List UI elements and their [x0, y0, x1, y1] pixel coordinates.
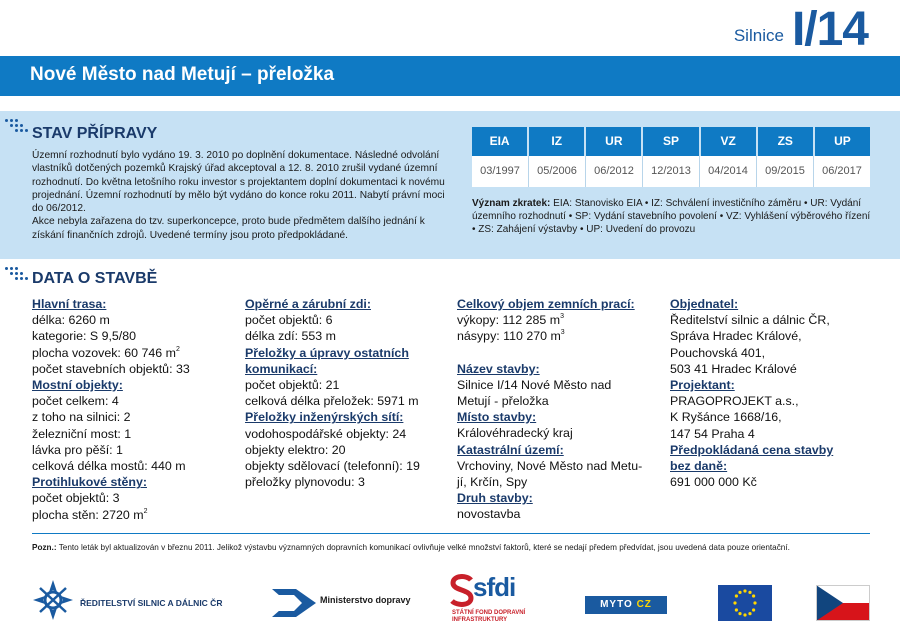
- data-line: Pouchovská 401,: [670, 345, 766, 360]
- phase-date-row: [472, 156, 870, 187]
- stav-pripravy-section: [0, 111, 900, 259]
- sfdi-s-icon: [449, 574, 475, 608]
- section-heading: Hlavní trasa:: [32, 297, 107, 311]
- eu-flag-icon: [718, 585, 772, 621]
- data-line: 691 000 000 Kč: [670, 475, 757, 490]
- stav-pripravy-text: [32, 149, 452, 242]
- phase-code: UR: [586, 127, 643, 156]
- data-line: kategorie: S 9,5/80: [32, 329, 137, 344]
- md-name: Ministerstvo dopravy: [320, 595, 411, 605]
- myto-logo: [585, 590, 669, 620]
- stav-paragraph-2: Akce nebyla zařazena do tzv. superkoncepce, proto bude předmětem dalšího jednání k získání finančních zdrojů. Uvedené termíny jsou proto předpokládané.: [32, 216, 425, 241]
- md-logo: [272, 585, 422, 625]
- dots-icon: [5, 267, 27, 285]
- data-line: délka: 6260 m: [32, 313, 110, 328]
- phase-code: VZ: [701, 127, 758, 156]
- section-heading: Opěrné a zárubní zdi:: [245, 297, 371, 311]
- section-heading: Mostní objekty:: [32, 378, 123, 393]
- data-line: objekty elektro: 20: [245, 442, 346, 457]
- section-heading: komunikací:: [245, 361, 318, 376]
- data-line: celková délka mostů: 440 m: [32, 459, 186, 474]
- section-heading: Katastrální území:: [457, 442, 564, 457]
- rsd-emblem-icon: [30, 578, 76, 622]
- data-text: plocha stěn: 2720 m: [32, 507, 144, 522]
- phase-date: 03/1997: [472, 156, 529, 187]
- phase-table: [472, 127, 870, 187]
- data-line: vodohospodářské objekty: 24: [245, 426, 407, 441]
- phase-code: ZS: [758, 127, 815, 156]
- section-heading: Přeložky inženýrských sítí:: [245, 410, 404, 425]
- data-column-2: [245, 296, 450, 490]
- data-line: Silnice I/14 Nové Město nad: [457, 377, 612, 392]
- data-line: Vrchoviny, Nové Město nad Metu-: [457, 458, 643, 473]
- data-line: Metují - přeložka: [457, 394, 549, 409]
- stav-pripravy-heading: STAV PŘÍPRAVY: [32, 125, 158, 142]
- sfdi-name: sfdi: [473, 572, 516, 602]
- data-line: novostavba: [457, 507, 521, 522]
- abbr-label: Význam zkratek:: [472, 198, 551, 209]
- data-line: počet objektů: 3: [32, 491, 120, 506]
- section-heading: Protihlukové stěny:: [32, 475, 147, 490]
- phase-date: 06/2017: [822, 165, 862, 177]
- data-line: přeložky plynovodu: 3: [245, 475, 365, 490]
- road-number: I/14: [791, 3, 868, 56]
- sfdi-sub-line-2: INFRASTRUKTURY: [452, 617, 508, 623]
- sfdi-sub-line-1: STÁTNÍ FOND DOPRAVNÍ: [452, 610, 526, 616]
- footnote: [32, 543, 872, 552]
- myto-cz: CZ: [636, 599, 652, 610]
- stav-paragraph-1: Územní rozhodnutí bylo vydáno 19. 3. 2010 po doplnění dokumentace. Následné odvolání vlastníků dotčených pozemků Krajský úřad akceptoval a 12. 8. 2010 zrušil vydané územní rozhodnutí. Do května letošního roku investor s projektantem doplní dokumentaci k novému projednání. Územní rozhodnutí by mělo být vydáno do konce roku 2011. Nabytí právní moci do 06/2012.: [32, 150, 445, 215]
- section-heading: Místo stavby:: [457, 410, 537, 425]
- section-heading: Projektant:: [670, 378, 735, 393]
- data-line: jí, Krčín, Spy: [457, 475, 528, 490]
- rsd-name: ŘEDITELSTVÍ SILNIC A DÁLNIC ČR: [80, 598, 223, 608]
- data-line: Správa Hradec Králové,: [670, 329, 802, 344]
- note-text: Tento leták byl aktualizován v březnu 2011. Jelikož výstavbu významných dopravních komunikací ovlivňuje velké množství faktorů, které se nedají předem předvídat, jsou uvedená data pouze orientační.: [56, 543, 790, 552]
- data-line: objekty sdělovací (telefonní): 19: [245, 459, 420, 474]
- road-badge: [733, 3, 868, 56]
- data-line: počet celkem: 4: [32, 394, 119, 409]
- data-o-stavbe-heading: DATA O STAVBĚ: [32, 270, 158, 287]
- sfdi-subtitle: [452, 610, 525, 624]
- data-line: počet objektů: 6: [245, 313, 333, 328]
- section-heading: Objednatel:: [670, 297, 739, 311]
- dots-icon: [5, 119, 27, 137]
- superscript: 3: [560, 313, 564, 321]
- data-line: počet stavebních objektů: 33: [32, 361, 190, 376]
- phase-code: EIA: [472, 127, 529, 156]
- data-line: železniční most: 1: [32, 426, 132, 441]
- data-line: 503 41 Hradec Králové: [670, 361, 797, 376]
- sfdi-logo: [449, 572, 539, 628]
- data-column-1: [32, 296, 232, 523]
- data-text: výkopy: 112 285 m: [457, 313, 561, 328]
- data-text: násypy: 110 270 m: [457, 329, 561, 344]
- superscript: 3: [560, 329, 565, 337]
- phase-date: 12/2013: [643, 156, 700, 187]
- phase-code: SP: [643, 127, 700, 156]
- section-heading: Předpokládaná cena stavby: [670, 442, 834, 457]
- data-line: lávka pro pěší: 1: [32, 442, 123, 457]
- data-line: celková délka přeložek: 5971 m: [245, 394, 419, 409]
- abbr-text: EIA: Stanovisko EIA • IZ: Schválení investičního záměru • UR: Vydání územního rozhodnutí • SP: Vydání stavebního povolení • VZ: Vyhlášení výběrového řízení • ZS: Zahájení výstavby • UP: Uvedení do provozu: [472, 198, 871, 235]
- phase-date: 05/2006: [529, 156, 586, 187]
- data-column-4: [670, 296, 870, 490]
- data-line: počet objektů: 21: [245, 378, 340, 393]
- phase-date: 04/2014: [700, 156, 757, 187]
- data-line: [32, 507, 232, 523]
- divider: [32, 533, 870, 534]
- phase-code: IZ: [529, 127, 586, 156]
- section-heading: bez daně:: [670, 459, 728, 474]
- md-arrow-icon: [272, 585, 318, 621]
- page-title: Nové Město nad Metují – přeložka: [30, 64, 335, 85]
- rsd-logo: [30, 578, 230, 622]
- data-line: délka zdí: 553 m: [245, 329, 336, 344]
- data-line: [32, 345, 232, 361]
- phase-header-row: [472, 127, 870, 156]
- title-bar: [0, 56, 900, 96]
- myto-badge: [585, 596, 667, 614]
- data-line: [457, 312, 657, 328]
- data-line: Ředitelství silnic a dálnic ČR,: [670, 313, 830, 328]
- phase-date: 06/2012: [586, 156, 643, 187]
- road-word: Silnice: [733, 26, 784, 45]
- data-line: PRAGOPROJEKT a.s.,: [670, 394, 799, 409]
- phase-code: UP: [815, 127, 870, 156]
- superscript: 2: [175, 345, 180, 353]
- section-heading: Přeložky a úpravy ostatních: [245, 345, 409, 360]
- data-line: 147 54 Praha 4: [670, 426, 755, 441]
- data-line: [457, 328, 657, 344]
- data-text: plocha vozovek: 60 746 m: [32, 345, 176, 360]
- superscript: 2: [143, 507, 148, 515]
- czech-flag-icon: [816, 585, 870, 621]
- phase-date: 09/2015: [757, 156, 814, 187]
- data-column-3: [457, 296, 657, 523]
- data-line: Královéhradecký kraj: [457, 426, 573, 441]
- abbreviations: [472, 197, 872, 236]
- section-heading: Druh stavby:: [457, 491, 533, 506]
- section-heading: Název stavby:: [457, 361, 540, 376]
- note-label: Pozn.:: [32, 543, 57, 552]
- myto-text: MYTO: [600, 599, 633, 610]
- data-line: K Ryšánce 1668/16,: [670, 410, 782, 425]
- section-heading: Celkový objem zemních prací:: [457, 297, 635, 311]
- data-line: z toho na silnici: 2: [32, 410, 131, 425]
